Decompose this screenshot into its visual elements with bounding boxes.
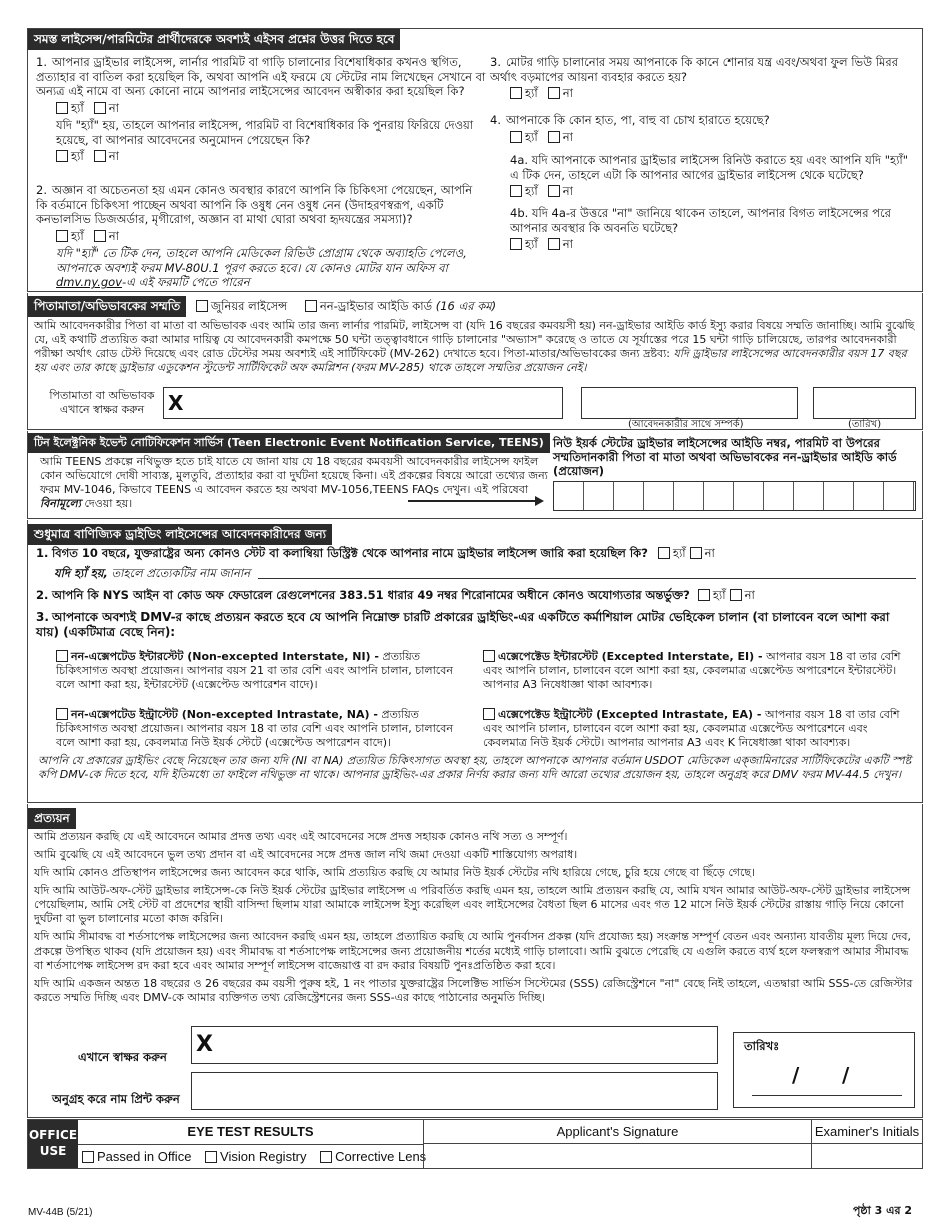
section-header: সমস্ত লাইসেন্স/পারমিটের প্রার্থীদেরকে অবশ্যই এইসব প্রশ্নের উত্তর দিতে হবে — [28, 29, 400, 50]
office-label-line: OFFICE — [28, 1128, 78, 1142]
question-number: 2. — [36, 183, 47, 197]
age-note: (16 এর কম) — [435, 299, 497, 313]
no-label: না — [108, 149, 119, 164]
relationship-field[interactable] — [581, 387, 798, 419]
non-driver-id-label: নন-ড্রাইভার আইডি কার্ড — [319, 299, 433, 313]
no-checkbox[interactable] — [548, 131, 560, 143]
yes-label: হ্যাঁ — [712, 588, 726, 602]
commercial-footnote: আপনি যে প্রকারের ড্রাইভিং বেছে নিয়েছেন তার জন্য যদি (NI বা NA) প্রত্যয়িত চিকিৎসাগত অবস্থা হয়, তাহলে আপনাকে আপনার বর্তমান USDOT মেডিকেল এক্জামিনারের সার্টিফিকেটের একটি স্পষ্ট কপি DMV-কে দিতে হবে, যদি ইতিমধ্যে তা ফাইলে নথিভুক্ত না থাকে। আপনার ড্রাইভিং-এর প্রকার নির্ণয় করার জন্য যদি আরো তথ্যের প্রয়োজন হয়, তাহলে অনুগ্রহ করে DMV ফরম MV-44.5 দেখুন। — [38, 754, 912, 782]
no-label: না — [562, 129, 573, 144]
arrow-icon — [408, 500, 538, 502]
yes-checkbox[interactable] — [510, 238, 522, 250]
section-header: শুধুমাত্র বাণিজ্যিক ড্রাইভিং লাইসেন্সের আবেদনকারীদের জন্য — [28, 524, 332, 545]
medical-note-end: -এ এই ফরমটি পেতে পারেন — [122, 275, 250, 290]
yes-checkbox[interactable] — [510, 87, 522, 99]
date-label: তারিখঃ — [744, 1039, 780, 1053]
question-text: 4a. যদি আপনাকে আপনার ড্রাইভার লাইসেন্স রিনিউ করাতে হয় এবং আপনি যদি "হ্যাঁ" এ টিক দেন, তাহলে এটা কি আপনার আগের ড্রাইভার লাইসেন্স থেকে ঘটেছে? — [510, 153, 909, 182]
passed-in-office-checkbox[interactable] — [82, 1151, 94, 1163]
question-text: অজ্ঞান বা অচেতনতা হয় এমন কোনও অবস্থার কারণে আপনি কি চিকিৎসা পেয়েছেন, আপনি কি বর্তমানে চিকিৎসা পাচ্ছেন অথবা আপনি কি ওষুধ নেন ওষুধ নেন (উদাহরণস্বরূপ, একটি কনভালসিভ ডিজঅর্ডার, মৃগীরোগ, অজ্ঞান বা মাথা ঘোরা অথবা হৃদযন্ত্রের সমস্যা)? — [36, 183, 473, 227]
option-ni — [56, 650, 456, 692]
id-number-label: নিউ ইয়র্ক স্টেটের ড্রাইভার লাইসেন্সের আইডি নম্বর, পারমিট বা উপরের সম্মতিদানকারী পিতা বা মাতা অথবা অভিভাবকের নন-ড্রাইভার আইডি কার্ড (প্রয়োজন) — [553, 436, 897, 478]
relationship-caption: (আবেদনকারীর সাথে সম্পর্ক) — [628, 419, 744, 430]
corrective-lens-label: Corrective Lens — [335, 1149, 427, 1164]
no-checkbox[interactable] — [548, 238, 560, 250]
consent-note: যদি ড্রাইভার লাইসেন্সের আবেদনকারীর বয়স 17 বছর হয় এবং তার কাছে ড্রাইভার এডুকেশন স্টুডেন্ট সার্টিফিকেট অফ কমপ্লিশন (ফরম MV-285) থাকে তাহলে সম্মতির প্রয়োজন নেই। — [34, 347, 907, 375]
non-driver-id-checkbox[interactable] — [305, 300, 317, 312]
no-checkbox[interactable] — [94, 230, 106, 242]
office-use-section — [27, 1119, 923, 1169]
question-number: 2. — [36, 588, 49, 602]
question-text: বিগত 10 বছরে, যুক্তরাষ্ট্রের অন্য কোনও স্টেট বা কলাম্বিয়া ডিস্ট্রিক্ট থেকে আপনার নামে ড্রাইভার লাইসেন্স জারি করা হয়েছিল কি? — [52, 546, 648, 560]
section-header: টিন ইলেক্ট্রনিক ইভেন্ট নোটিফিকেশন সার্ভিস (Teen Electronic Event Notification Service, TEENS) — [28, 433, 550, 453]
commercial-q1 — [36, 546, 916, 561]
yes-checkbox[interactable] — [56, 230, 68, 242]
date-separator: / — [842, 1063, 850, 1087]
yes-checkbox[interactable] — [510, 131, 522, 143]
yes-label: হ্যাঁ — [71, 229, 84, 244]
state-names-line[interactable] — [258, 578, 916, 579]
question-number: 3. — [490, 55, 501, 69]
id-number-field[interactable] — [553, 481, 916, 511]
ea-checkbox[interactable] — [483, 708, 495, 720]
option-na — [56, 708, 466, 750]
date-separator: / — [792, 1063, 800, 1087]
option-text: প্রত্যয়িত চিকিৎসাগত অবস্থা প্রয়োজন। আপনার বয়স 21 বা তার বেশি এবং আপনি চালান, চালাবেন বলে আশা করা হয়, ইন্টারস্টেট (এক্সেপ্টেড অপারেশন বাদে)। — [56, 650, 453, 692]
no-checkbox[interactable] — [94, 102, 106, 114]
option-title: এক্সেপেক্টেড ইন্ট্রাস্টেট (Excepted Intrastate, EA) - — [498, 708, 762, 721]
office-use-label — [28, 1120, 78, 1168]
if-yes-label: যদি হ্যাঁ হয়, — [54, 566, 108, 580]
option-title: নন-এক্সেপটেড ইন্ট্রাস্টেট (Non-excepted Intrastate, NA) - — [71, 708, 378, 721]
examiner-initials-cell[interactable] — [811, 1120, 922, 1168]
question-4b — [510, 206, 916, 254]
applicant-signature-field[interactable] — [191, 1026, 718, 1064]
question-text: আপনার ড্রাইভার লাইসেন্স, লার্নার পারমিট বা গাড়ি চালানোর বিশেষাধিকার কখনও স্থগিত, প্রত্যাহার বা বাতিল করা হয়েছিল কি, অথবা আপনি এই ফরমে যে স্টেটের নাম লিখেছেন সেখানে বা অন্যত্র এই নামে বা অন্য কোনো নামে আপনার লাইসেন্সের আবেদন অস্বীকার করা হয়েছিল কি? — [36, 55, 486, 99]
passed-in-office-label: Passed in Office — [97, 1149, 192, 1164]
consent-text: আমি আবেদনকারীর পিতা বা মাতা বা অভিভাবক এবং আমি তার জন্য লার্নার পারমিট, লাইসেন্স বা (যদি 16 বছরের কমবয়সী হয়) নন-ড্রাইভার আইডি কার্ড ইস্যু করার বিষয়ে সম্মতি জানাচ্ছি। আমি বুঝেছি যে, এই কথাটি প্রত্যয়িত করা আমার দায়িত্ব যে আবেদনকারী কমপক্ষে 50 ঘন্টা তত্ত্বাবধানে গাড়ি চালানোর "অভ্যাস" করেছে ও তাতে যে সূর্যাস্তের পরে 15 ঘন্টা গাড়ি চালিয়েছে, তারপর আবেদনকারী পরীক্ষা অর্থাৎ রোড টেস্ট দিয়েছে এবং রোড টেস্টের সময় অবশ্যই এই সার্টিফিকেট (MV-262) দেখাতে হবে। পিতা-মাতার/অভিভাবকের জন্য দ্রষ্টব্য: — [34, 319, 915, 361]
commercial-section — [27, 520, 923, 803]
question-number: 1. — [36, 55, 47, 69]
applicant-signature-cell[interactable] — [423, 1120, 811, 1168]
teens-text-end: দেওয়া হয়। — [84, 497, 133, 511]
date-field[interactable] — [733, 1032, 915, 1108]
question-text: আপনাকে অবশ্যই DMV-র কাছে প্রত্যয়ন করতে হবে যে আপনি নিম্নোক্ত চারটি প্রকারের ড্রাইভিং-এর একটিতে কর্মাশিয়াল মোটর ভেহিকেল চালান (বা চালাবেন বলে আশা করা যায়) (একটিমাত্র বেছে নিন): — [36, 610, 890, 640]
yes-checkbox[interactable] — [56, 150, 68, 162]
commercial-q2 — [36, 588, 916, 603]
yes-checkbox[interactable] — [698, 589, 710, 601]
yes-label: হ্যাঁ — [525, 129, 538, 144]
no-label: না — [704, 546, 715, 560]
no-checkbox[interactable] — [548, 185, 560, 197]
question-number: 4. — [490, 113, 501, 127]
corrective-lens-checkbox[interactable] — [320, 1151, 332, 1163]
date-line — [752, 1095, 902, 1096]
x-mark: X — [196, 1032, 213, 1057]
option-title: নন-এক্সেপটেড ইন্টারস্টেট (Non-excepted Interstate, NI) - — [71, 650, 379, 663]
junior-license-checkbox[interactable] — [196, 300, 208, 312]
no-checkbox[interactable] — [94, 150, 106, 162]
certification-line: আমি প্রত্যয়ন করছি যে এই আবেদনে আমার প্রদত্ত তথ্য এবং এই আবেদনের সঙ্গে প্রদত্ত সহায়ক কোনও নথি সত্য ও সম্পূর্ণ। — [34, 830, 568, 843]
no-checkbox[interactable] — [548, 87, 560, 99]
eye-test-header: EYE TEST RESULTS — [187, 1124, 314, 1139]
no-label: না — [562, 86, 573, 101]
option-ea — [483, 708, 913, 750]
yes-label: হ্যাঁ — [71, 101, 84, 116]
vision-registry-label: Vision Registry — [220, 1149, 307, 1164]
certification-section — [27, 804, 923, 1118]
applicant-signature-header: Applicant's Signature — [424, 1120, 811, 1144]
print-name-label: অনুগ্রহ করে নাম প্রিন্ট করুন — [52, 1092, 180, 1106]
option-title: এক্সেপেক্টেড ইন্টারস্টেট (Excepted Interstate, EI) - — [498, 650, 763, 663]
examiner-initials-header: Examiner's Initials — [812, 1120, 922, 1144]
parent-date-field[interactable] — [813, 387, 916, 419]
junior-license-label: জুনিয়র লাইসেন্স — [210, 299, 288, 313]
free-label: বিনামূল্যে — [40, 497, 81, 511]
date-caption: (তারিখ) — [848, 419, 882, 430]
if-yes-text: তাহলে প্রত্যেকটির নাম জানান — [111, 566, 251, 580]
certification-text — [34, 830, 918, 1005]
question-4a — [510, 153, 916, 201]
question-1 — [36, 55, 486, 166]
question-4 — [490, 113, 916, 146]
question-text: আপনি কি NYS আইন বা কোড অফ ফেডারেল রেগুলেশনের 383.51 ধারার 49 নম্বর শিরোনামের অধীনে কোনও অযোগ্যতার অন্তর্ভুক্ত? — [52, 588, 690, 602]
certification-line: যদি আমি আউট-অফ-স্টেট ড্রাইভার লাইসেন্স-কে নিউ ইয়র্ক স্টেটের ড্রাইভার লাইসেন্স এ পরিবর্তিত করছি এমন হয়, তাহলে আমি প্রত্যয়ন করছি যে, আমি যখন আমার আউট-অফ-স্টেট ড্রাইভার লাইসেন্স পেয়েছিলাম, আমি সেই স্টেট বা প্রদেশের স্থায়ী বাসিন্দা ছিলাম যারা আমাকে লাইসেন্স ইস্যু করেছিল এবং লাইসেন্সের বৈধতা ছিল 6 মাসের এবং গত 12 মাসে নিউ ইয়র্ক স্টেটের রাস্তায় গাড়ি নিয়ে কোনো দুর্ঘটনা বা ভুল চালানোর মতো কাজ করিনি। — [34, 884, 911, 926]
option-text: আপনার বয়স 18 বা তার বেশি এবং আপনি চালান, চালাবেন বলে আশা করা হয়, কেবলমাত্র এক্সেপ্টেড অপারেশনে এবং কেবলমাত্র নিউ ইয়র্ক স্টেটে। আপনার আপনার A3 এবং K নিষেধাজ্ঞা থাকা আবশ্যক। — [483, 708, 900, 750]
question-text: মোটর গাড়ি চালানোর সময় আপনাকে কি কানে শোনার যন্ত্র এবং/অথবা ফুল ভিউ মিরর অর্থাৎ বড়মাপের আয়না ব্যবহার করতে হয়? — [490, 55, 899, 84]
option-text: আপনার বয়স 18 বা তার বেশি এবং আপনি চালান, চালাবেন বলে আশা করা হয়, কেবলমাত্র এক্সেপ্টেড অপারেশনে ইন্টারস্টেট। আপনার A3 নিষেধাজ্ঞা থাকা আবশ্যক। — [483, 650, 901, 692]
certification-line: আমি বুঝেছি যে এই আবেদনে ভুল তথ্য প্রদান বা এই আবেদনের সঙ্গে প্রদত্ত জাল নথি জমা দেওয়া একটি শাস্তিযোগ্য অপরাধ। — [34, 848, 578, 862]
teens-text: আমি TEENS প্রকল্পে নথিভুক্ত হতে চাই যাতে যে জানা যায় যে 18 বছরের কমবয়সী আবেদনকারীর লাইসেন্স ফাইল কোন অভিযোগে দোষী সাব্যস্ত, মুলতুবি, প্রত্যাহার করা বা দুর্ঘটনা হয়েছে কিনা। এই প্রকল্পের বিষয়ে আরো তথ্যের জন্য ফরম MV-1046, কিভাবে TEENS এ আবেদন করতে হয় অথবা MV-1056,TEENS FAQs দেখুন। এই পরিষেবা — [40, 455, 548, 497]
no-checkbox[interactable] — [690, 547, 702, 559]
medical-note: যদি "হ্যাঁ" তে টিক দেন, তাহলে আপনি মেডিকেল রিভিউ প্রোগ্রাম থেকে অব্যাহতি পেলেও, আপনাকে অবশ্যই ফরম MV-80U.1 পূরণ করতে হবে। যে কোনও মোটর যান অফিস বা — [56, 245, 467, 275]
yes-label: হ্যাঁ — [525, 86, 538, 101]
no-label: না — [744, 588, 755, 602]
yes-label: হ্যাঁ — [525, 184, 538, 199]
dmv-link[interactable]: dmv.ny.gov — [56, 275, 123, 290]
parental-consent-section — [27, 293, 923, 430]
yes-label: হ্যাঁ — [71, 149, 84, 164]
vision-registry-checkbox[interactable] — [205, 1151, 217, 1163]
yes-label: হ্যাঁ — [672, 546, 686, 560]
question-3 — [490, 55, 916, 103]
no-checkbox[interactable] — [730, 589, 742, 601]
question-subtext: যদি "হ্যাঁ" হয়, তাহলে আপনার লাইসেন্স, পারমিট বা বিশেষাধিকার কি পুনরায় ফিরিয়ে দেওয়া হয়েছে, বা আপনার আবেদনের অনুমোদন পেয়েছেন কি? — [56, 117, 474, 147]
office-label-line: USE — [39, 1143, 67, 1158]
page-number: পৃষ্ঠা 3 এর 2 — [852, 1204, 912, 1217]
print-name-field[interactable] — [191, 1072, 718, 1110]
section-header: প্রত্যয়ন — [28, 808, 76, 829]
question-2 — [36, 183, 486, 290]
sign-here-label: এখানে স্বাক্ষর করুন — [78, 1050, 167, 1064]
commercial-q3 — [36, 610, 916, 641]
no-label: না — [108, 101, 119, 116]
parent-signature-field[interactable] — [163, 387, 563, 419]
no-label: না — [562, 237, 573, 252]
yes-checkbox[interactable] — [658, 547, 670, 559]
certification-line: যদি আমি সীমাবদ্ধ বা শর্তসাপেক্ষ লাইসেন্সের জন্য আবেদন করছি এমন হয়, তাহলে প্রত্যায়িত করছি যে আমি পুনর্বাসন প্রকল্প (যদি প্রযোজ্য হয়) সংক্রান্ত সম্পূর্ণ বেতন এবং অন্যান্য যাবতীয় মূল্য দিয়ে দেব, প্রকল্পে উপস্থিত থাকব (যদি প্রয়োজন হয়) এবং সীমাবদ্ধ বা শর্তসাপেক্ষ লাইসেন্সের জন্য প্রয়োজনীয় শর্তের মধ্যেই গাড়ি চালাবো। আমি বুঝতে পেরেছি যে এগুলি করতে ব্যর্থ হলে ফলস্বরূপ আমার সীমাবদ্ধ বা শর্তসাপেক্ষ লাইসেন্স রদ করা হবে এবং আমার সম্পূর্ণ লাইসেন্স বাজেয়াপ্ত বা রদ করার বিষয়টি পুনঃপ্রতিষ্ঠিত করা হবে। — [34, 930, 912, 972]
certification-line: যদি আমি একজন অন্তত 18 বছরের ও 26 বছরের কম বয়সী পুরুষ হই, 1 নং পাতার যুক্তরাষ্ট্রের সিলেক্টিভ সার্ভিস সিস্টেমের (SSS) রেজিস্ট্রেশনে "না" বেছে নিই তাহলে, এতদ্বারা আমি SSS-তে রেজিস্টার করতে সম্মতি দিচ্ছি এবং DMV-কে আমার ব্যক্তিগত তথ্য রেজিস্ট্রেশনের জন্য SSS-এর কাছে পাঠানোর অনুমতি দিচ্ছি। — [34, 976, 913, 1004]
no-label: না — [108, 229, 119, 244]
question-text: আপনাকে কি কোন হাত, পা, বাহু বা চোখ হারাতে হয়েছে? — [506, 113, 770, 127]
question-number: 1. — [36, 546, 49, 560]
question-number: 3. — [36, 610, 49, 624]
na-checkbox[interactable] — [56, 708, 68, 720]
section-header: পিতামাতা/অভিভাবকের সম্মতি — [28, 296, 186, 317]
ei-checkbox[interactable] — [483, 650, 495, 662]
teens-section — [27, 431, 923, 519]
x-mark: X — [168, 391, 184, 415]
question-text: 4b. যদি 4a-র উত্তরে "না" জানিয়ে থাকেন তাহলে, আপনার বিগত লাইসেন্সের পরে আপনার অবস্থার কি অবনতি ঘটেছে? — [510, 206, 891, 235]
arrow-head — [535, 496, 544, 506]
form-id: MV-44B (5/21) — [28, 1207, 93, 1218]
option-text: প্রত্যয়িত চিকিৎসাগত অবস্থা প্রয়োজন। আপনার বয়স 18 বা তার বেশি এবং আপনি চালান, চালাবেন বলে আশা করা হয়, কেবলমাত্র নিউ ইয়র্ক স্টেটে (এক্সেপ্টেড অপারেশন বাদে)। — [56, 708, 453, 750]
commercial-q1-if — [54, 566, 250, 581]
ni-checkbox[interactable] — [56, 650, 68, 662]
certification-line: যদি আমি কোনও প্রতিস্থাপন লাইসেন্সের জন্য আবেদন করে থাকি, আমি প্রত্যয়িত করছি যে আমার নিউ ইয়র্ক স্টেটের নথি হারিয়ে গেছে, চুরি হয়ে গেছে বা ছিঁড়ে গেছে। — [34, 866, 756, 880]
yes-label: হ্যাঁ — [525, 237, 538, 252]
yes-checkbox[interactable] — [56, 102, 68, 114]
parent-sign-label: পিতামাতা বা অভিভাবক এখানে স্বাক্ষর করুন — [49, 389, 155, 417]
license-questions-section — [27, 28, 923, 292]
no-label: না — [562, 184, 573, 199]
yes-checkbox[interactable] — [510, 185, 522, 197]
option-ei — [483, 650, 913, 692]
